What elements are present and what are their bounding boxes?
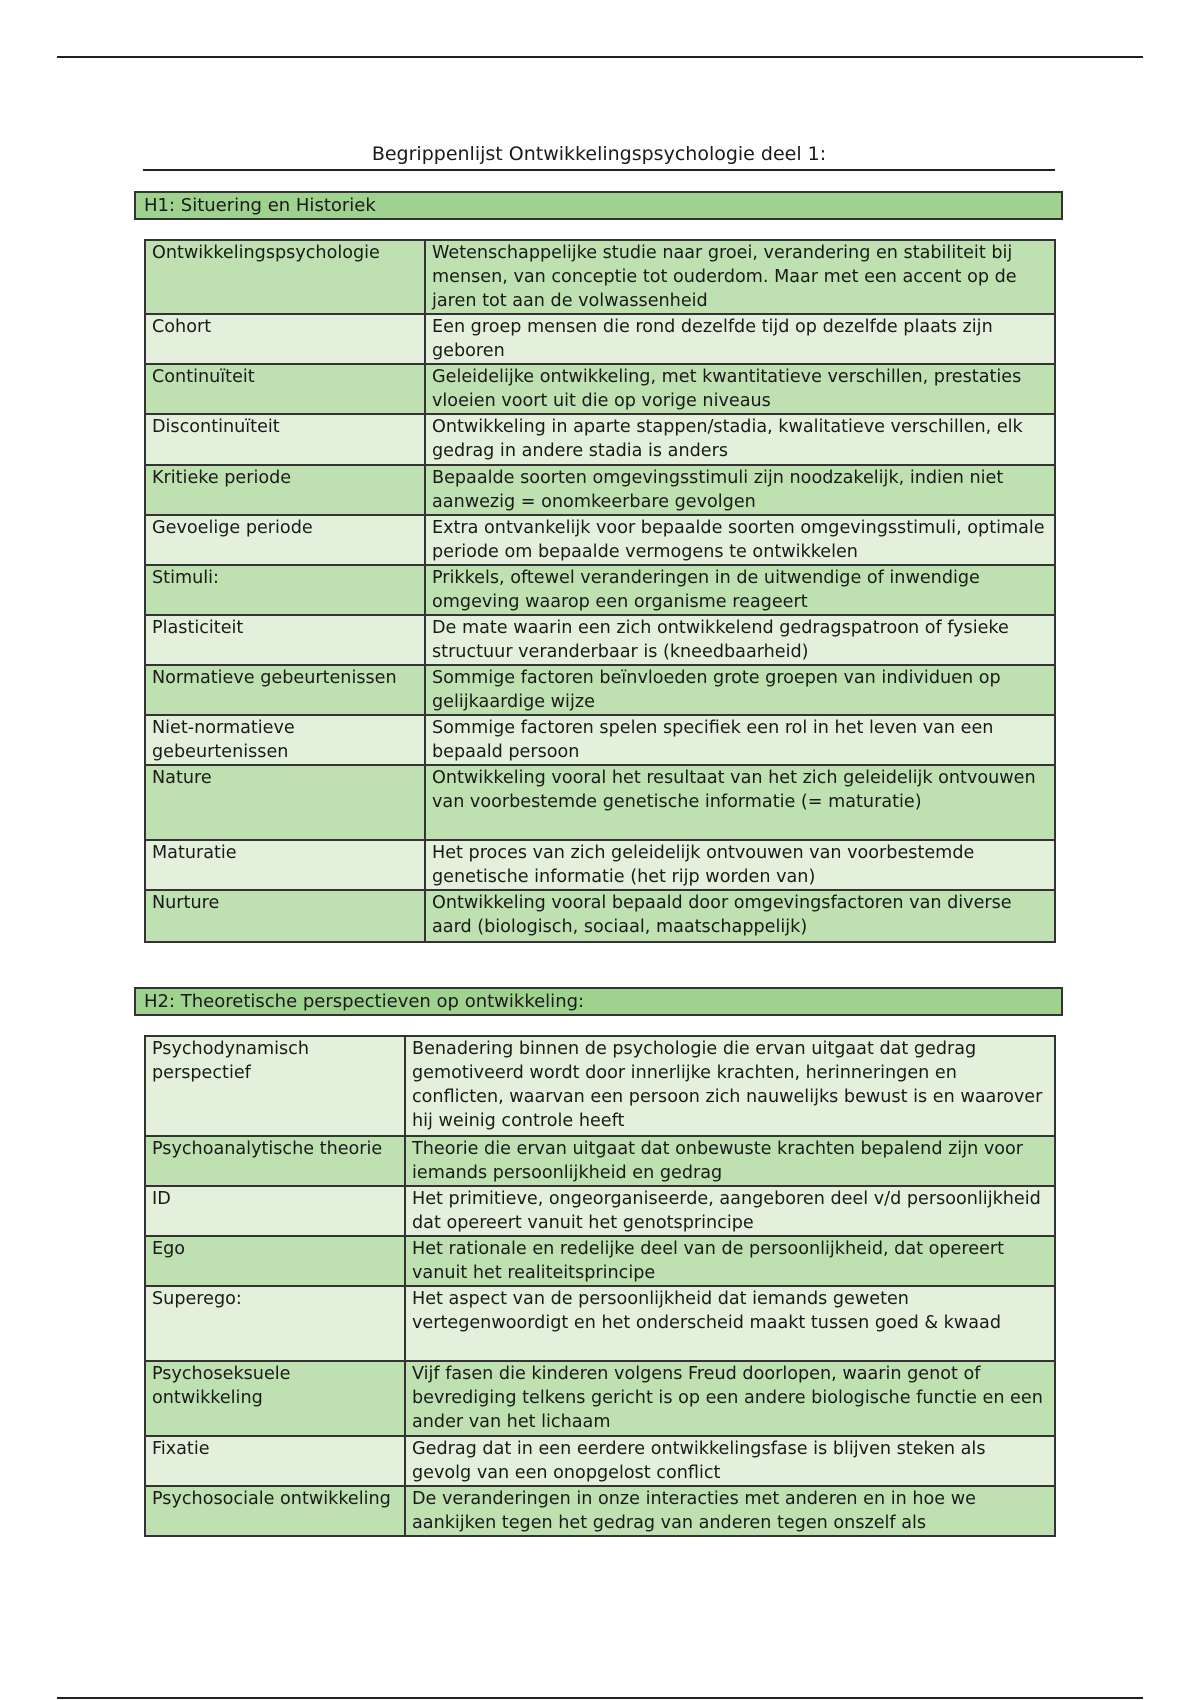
definition-cell: Het rationale en redelijke deel van de persoonlijkheid, dat opereert vanuit het realiteitsprincipe bbox=[405, 1236, 1055, 1286]
table-row bbox=[145, 240, 1055, 314]
definition-cell: Het primitieve, ongeorganiseerde, aangeboren deel v/d persoonlijkheid dat opereert vanuit het genotsprincipe bbox=[405, 1186, 1055, 1236]
term-cell: Ontwikkelingspsychologie bbox=[145, 240, 425, 314]
table-row bbox=[145, 414, 1055, 465]
definition-cell: Theorie die ervan uitgaat dat onbewuste krachten bepalend zijn voor iemands persoonlijkheid en gedrag bbox=[405, 1136, 1055, 1186]
table-row bbox=[145, 715, 1055, 765]
definition-cell: Extra ontvankelijk voor bepaalde soorten omgevingsstimuli, optimale periode om bepaalde vermogens te ontwikkelen bbox=[425, 515, 1055, 565]
term-cell: Psychoseksuele ontwikkeling bbox=[145, 1361, 405, 1436]
table-row bbox=[145, 1486, 1055, 1536]
terms-table-h2 bbox=[144, 1035, 1056, 1537]
table-row bbox=[145, 840, 1055, 890]
term-cell: Ego bbox=[145, 1236, 405, 1286]
section-heading-h1: H1: Situering en Historiek bbox=[134, 191, 1063, 220]
table-row bbox=[145, 765, 1055, 840]
table-row bbox=[145, 1186, 1055, 1236]
terms-table-h1 bbox=[144, 239, 1056, 943]
section-heading-h2: H2: Theoretische perspectieven op ontwikkeling: bbox=[134, 987, 1063, 1016]
definition-cell: Gedrag dat in een eerdere ontwikkelingsfase is blijven steken als gevolg van een onopgelost conflict bbox=[405, 1436, 1055, 1486]
definition-cell: Ontwikkeling vooral bepaald door omgevingsfactoren van diverse aard (biologisch, sociaal, maatschappelijk) bbox=[425, 890, 1055, 942]
table-row bbox=[145, 615, 1055, 665]
table-row bbox=[145, 314, 1055, 364]
table-row bbox=[145, 364, 1055, 414]
term-cell: Niet-normatieve gebeurtenissen bbox=[145, 715, 425, 765]
definition-cell: Het aspect van de persoonlijkheid dat iemands geweten vertegenwoordigt en het onderscheid maakt tussen goed & kwaad bbox=[405, 1286, 1055, 1361]
definition-cell: Geleidelijke ontwikkeling, met kwantitatieve verschillen, prestaties vloeien voort uit die op vorige niveaus bbox=[425, 364, 1055, 414]
term-cell: Normatieve gebeurtenissen bbox=[145, 665, 425, 715]
term-cell: Psychoanalytische theorie bbox=[145, 1136, 405, 1186]
term-cell: Nature bbox=[145, 765, 425, 840]
table-row bbox=[145, 1036, 1055, 1136]
table-row bbox=[145, 1286, 1055, 1361]
term-cell: Gevoelige periode bbox=[145, 515, 425, 565]
definition-cell: De mate waarin een zich ontwikkelend gedragspatroon of fysieke structuur veranderbaar is (kneedbaarheid) bbox=[425, 615, 1055, 665]
term-cell: Continuïteit bbox=[145, 364, 425, 414]
definition-cell: Ontwikkeling in aparte stappen/stadia, kwalitatieve verschillen, elk gedrag in andere stadia is anders bbox=[425, 414, 1055, 465]
definition-cell: Bepaalde soorten omgevingsstimuli zijn noodzakelijk, indien niet aanwezig = onomkeerbare gevolgen bbox=[425, 465, 1055, 515]
bottom-rule bbox=[57, 1697, 1143, 1699]
table-row bbox=[145, 1361, 1055, 1436]
table-row bbox=[145, 1136, 1055, 1186]
table-row bbox=[145, 1436, 1055, 1486]
table-row bbox=[145, 515, 1055, 565]
definition-cell: De veranderingen in onze interacties met anderen en in hoe we aankijken tegen het gedrag van anderen tegen onszelf als bbox=[405, 1486, 1055, 1536]
definition-cell: Sommige factoren spelen specifiek een rol in het leven van een bepaald persoon bbox=[425, 715, 1055, 765]
term-cell: Psychodynamisch perspectief bbox=[145, 1036, 405, 1136]
term-cell: Cohort bbox=[145, 314, 425, 364]
top-rule bbox=[57, 56, 1143, 58]
table-row bbox=[145, 665, 1055, 715]
term-cell: ID bbox=[145, 1186, 405, 1236]
term-cell: Nurture bbox=[145, 890, 425, 942]
term-cell: Psychosociale ontwikkeling bbox=[145, 1486, 405, 1536]
definition-cell: Vijf fasen die kinderen volgens Freud doorlopen, waarin genot of bevrediging telkens gericht is op een andere biologische functie en een ander van het lichaam bbox=[405, 1361, 1055, 1436]
term-cell: Plasticiteit bbox=[145, 615, 425, 665]
definition-cell: Prikkels, oftewel veranderingen in de uitwendige of inwendige omgeving waarop een organisme reageert bbox=[425, 565, 1055, 615]
table-row bbox=[145, 890, 1055, 942]
definition-cell: Sommige factoren beïnvloeden grote groepen van individuen op gelijkaardige wijze bbox=[425, 665, 1055, 715]
term-cell: Superego: bbox=[145, 1286, 405, 1361]
definition-cell: Ontwikkeling vooral het resultaat van het zich geleidelijk ontvouwen van voorbestemde genetische informatie (= maturatie) bbox=[425, 765, 1055, 840]
table-row bbox=[145, 565, 1055, 615]
term-cell: Stimuli: bbox=[145, 565, 425, 615]
document-title: Begrippenlijst Ontwikkelingspsychologie deel 1: bbox=[143, 142, 1055, 171]
definition-cell: Wetenschappelijke studie naar groei, verandering en stabiliteit bij mensen, van conceptie tot ouderdom. Maar met een accent op de jaren tot aan de volwassenheid bbox=[425, 240, 1055, 314]
table-row bbox=[145, 465, 1055, 515]
definition-cell: Het proces van zich geleidelijk ontvouwen van voorbestemde genetische informatie (het rijp worden van) bbox=[425, 840, 1055, 890]
definition-cell: Een groep mensen die rond dezelfde tijd op dezelfde plaats zijn geboren bbox=[425, 314, 1055, 364]
term-cell: Maturatie bbox=[145, 840, 425, 890]
term-cell: Discontinuïteit bbox=[145, 414, 425, 465]
term-cell: Kritieke periode bbox=[145, 465, 425, 515]
definition-cell: Benadering binnen de psychologie die ervan uitgaat dat gedrag gemotiveerd wordt door innerlijke krachten, herinneringen en conflicten, waarvan een persoon zich nauwelijks bewust is en waarover hij weinig controle heeft bbox=[405, 1036, 1055, 1136]
table-row bbox=[145, 1236, 1055, 1286]
term-cell: Fixatie bbox=[145, 1436, 405, 1486]
